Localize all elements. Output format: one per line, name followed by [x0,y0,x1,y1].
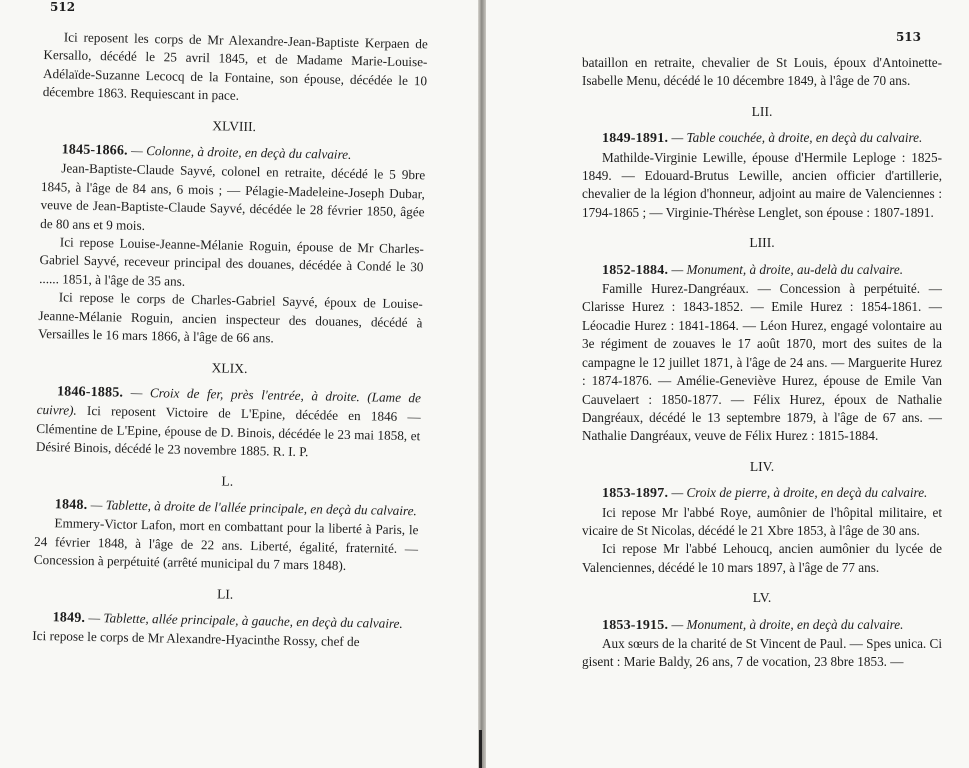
intro-paragraph: bataillon en retraite, chevalier de St Louis, époux d'Antoinette-Isabelle Menu, décédé le 10 décembre 1849, à l'âge de 70 ans. [582,55,942,89]
entry-paragraph: Ici repose Louise-Jeanne-Mélanie Roguin, épouse de Mr Charles-Gabriel Sayvé, receveur principal des douanes, décédée à Condé le 30 ...... 1851, à l'âge de 35 ans. [39,234,424,289]
section-numeral: LIII. [749,235,775,251]
entry-years: 1852-1884. [602,262,669,278]
entry-paragraph: Ici repose Mr l'abbé Roye, aumônier de l'hôpital militaire, et vicaire de St Nicolas, décédé le 21 Xbre 1853, à l'âge de 30 ans. [582,504,942,538]
section-numeral: XLVIII. [212,117,257,134]
section-numeral: LIV. [749,458,775,474]
section-numeral: LII. [751,103,773,119]
entry-years: 1846-1885. [56,384,124,401]
book-gutter [478,0,486,768]
section-numeral: XLIX. [211,359,248,376]
intro-paragraph: Ici reposent les corps de Mr Alexandre-Jean-Baptiste Kerpaen de Kersallo, décédé le 25 avril 1845, et de Madame Marie-Louise-Adélaïde-Suzanne Lecocq de la Fontaine, son épouse, décédée le 10 décembre 1863. Requiescant in pace. [42,29,428,103]
entry-years: 1845-1866. [61,142,128,159]
entry-heading [582,484,942,503]
entry-location: — Table couchée, à droite, en deçà du calvaire. [671,130,923,146]
section-numeral: LI. [216,585,234,602]
entry-heading [582,129,942,148]
section-numeral: LV. [752,590,772,606]
entry-years: 1853-1915. [602,617,669,633]
entry-location: — Croix de pierre, à droite, en deçà du calvaire. [671,485,928,501]
entry-paragraph: Famille Hurez-Dangréaux. — Concession à perpétuité. — Clarisse Hurez : 1843-1852. — Emile Hurez : 1854-1861. — Léocadie Hurez : 1841-1864. — Léon Hurez, engagé volontaire au 3e régiment de zouaves le 17 août 1870, mort des suites de la campagne le 12 juillet 1871, à l'âge de 24 ans. — Marguerite Hurez : 1874-1876. — Amélie-Geneviève Hurez, épouse de Emile Van Cauvelaert : 1850-1877. — Félix Hurez, époux de Nathalie Dangréaux, décédé le 13 septembre 1879, à l'âge de 67 ans. — Nathalie Dangréaux, veuve de Félix Hurez : 1815-1884. [582,281,942,444]
entry-location: — Tablette, allée principale, à gauche, en deçà du calvaire. [88,609,403,631]
entry-years: 1853-1897. [602,486,669,502]
gutter-mark [479,730,482,768]
page-number: 513 [895,30,921,44]
entry-heading [582,616,942,635]
entry-heading [582,261,942,280]
section-numeral: L. [221,473,234,489]
entry-paragraph: Jean-Baptiste-Claude Sayvé, colonel en retraite, décédé le 5 9bre 1845, à l'âge de 84 ans, 6 mois ; — Pélagie-Madeleine-Joseph Dubar, veuve de Jean-Baptiste-Claude Sayvé, décédée le 28 février 1850, âgée de 80 ans et 9 mois. [40,160,426,233]
entry-paragraph: Emmery-Victor Lafon, mort en combattant pour la liberté à Paris, le 24 février 1848, à l'âge de 22 ans. Liberté, égalité, fraternité. — Concession à perpétuité (arrêté municipal du 7 mars 1848). [33,515,419,574]
page-number: 512 [50,0,76,14]
entry-location: — Colonne, à droite, en deçà du calvaire. [130,142,352,162]
left-page [0,0,478,768]
entry-paragraph: Ici repose le corps de Mr Alexandre-Hyacinthe Rossy, chef de [32,628,360,650]
entry-paragraph: Ici reposent Victoire de L'Epine, décédée en 1846 — Clémentine de L'Epine, épouse de D. Binois, décédée le 23 mai 1858, et Désiré Binois, décédé le 23 novembre 1885. R. I. P. [35,403,421,460]
entry-paragraph: Ici repose Mr l'abbé Lehoucq, ancien aumônier du lycée de Valenciennes, décédé le 10 mars 1897, à l'âge de 77 ans. [582,541,942,575]
right-page [486,0,969,768]
entry-paragraph: Mathilde-Virginie Lewille, épouse d'Hermile Leploge : 1825-1849. — Edouard-Brutus Lewille, ancien officier d'artillerie, chevalier de la légion d'honneur, adjoint au maire de Valenciennes : 1794-1865 ; — Virginie-Thérèse Lenglet, son épouse : 1807-1891. [582,149,942,220]
entry-paragraph: Aux sœurs de la charité de St Vincent de Paul. — Spes unica. Ci gisent : Marie Baldy, 26 ans, 7 de vocation, 23 8bre 1853. — [582,635,942,670]
entry-years: 1849-1891. [602,131,669,147]
entry-location: — Croix de fer, près l'entrée, à droite. (Lame de cuivre). [36,384,422,419]
entry-paragraph: Ici repose le corps de Charles-Gabriel Sayvé, époux de Louise-Jeanne-Mélanie Roguin, ancien inspecteur des douanes, décédé à Versailles le 16 mars 1866, à l'âge de 66 ans. [37,289,423,346]
entry-heading [36,382,421,464]
entry-location: — Monument, à droite, au-delà du calvaire. [671,261,904,277]
page-text [582,54,942,672]
entry-location: — Monument, à droite, en deçà du calvaire. [671,616,904,632]
page-text [32,28,428,653]
entry-location: — Tablette, à droite de l'allée principale, en deçà du calvaire. [90,496,417,519]
entry-years: 1849. [52,610,86,626]
entry-years: 1848. [54,497,88,513]
